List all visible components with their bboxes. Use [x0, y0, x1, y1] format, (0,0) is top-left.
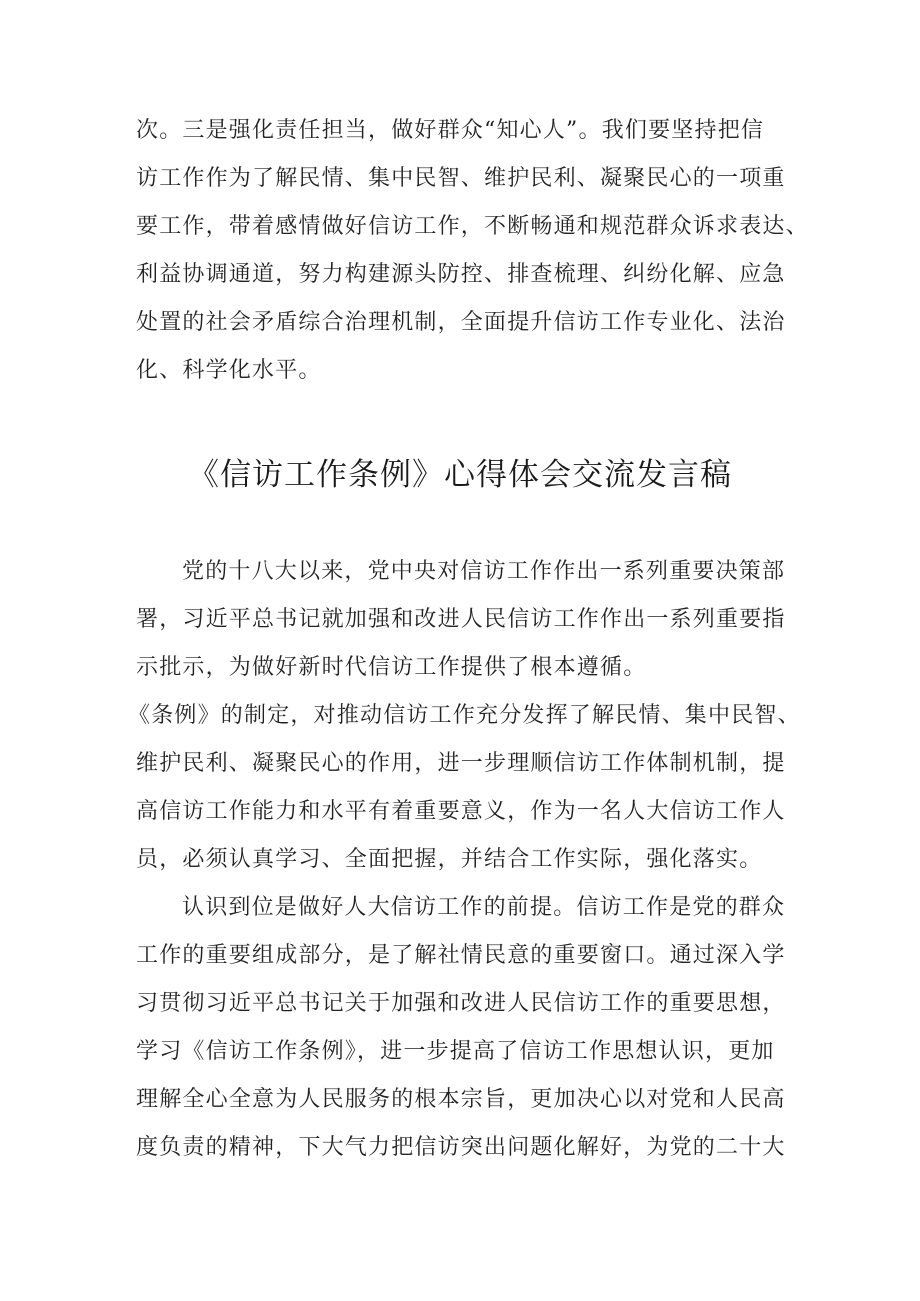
text-line: 访工作作为了解民情、集中民智、维护民利、凝聚民心的一项重 [136, 166, 786, 191]
document-title: 《信访工作条例》心得体会交流发言稿 [188, 457, 732, 493]
text-line: 化、科学化水平。 [136, 358, 322, 383]
text-line: 认识到位是做好人大信访工作的前提。信访工作是党的群众 [182, 895, 786, 920]
text-line: 党的十八大以来，党中央对信访工作作出一系列重要决策部 [182, 559, 786, 584]
text-line: 示批示，为做好新时代信访工作提供了根本遵循。 [136, 655, 647, 680]
text-line: 署，习近平总书记就加强和改进人民信访工作作出一系列重要指 [136, 607, 786, 632]
text-line: 处置的社会矛盾综合治理机制，全面提升信访工作专业化、法治 [136, 310, 786, 335]
text-line: 利益协调通道，努力构建源头防控、排查梳理、纠纷化解、应急 [136, 262, 786, 287]
text-line: 习贯彻习近平总书记关于加强和改进人民信访工作的重要思想， [136, 991, 786, 1016]
text-line: 维护民利、凝聚民心的作用，进一步理顺信访工作体制机制，提 [136, 751, 786, 776]
text-line: 员，必须认真学习、全面把握，并结合工作实际，强化落实。 [136, 847, 763, 872]
text-line: 要工作，带着感情做好信访工作，不断畅通和规范群众诉求表达、 [136, 214, 809, 239]
text-line: 高信访工作能力和水平有着重要意义，作为一名人大信访工作人 [136, 799, 786, 824]
text-line: 学习《信访工作条例》，进一步提高了信访工作思想认识，更加 [136, 1039, 775, 1064]
text-line: 度负责的精神，下大气力把信访突出问题化解好，为党的二十大 [136, 1135, 786, 1160]
text-line: 《条例》的制定，对推动信访工作充分发挥了解民情、集中民智、 [128, 703, 801, 728]
text-line: 次。三是强化责任担当，做好群众“知心人”。我们要坚持把信 [136, 118, 765, 143]
text-line: 工作的重要组成部分，是了解社情民意的重要窗口。通过深入学 [136, 943, 786, 968]
text-line: 理解全心全意为人民服务的根本宗旨，更加决心以对党和人民高 [136, 1087, 786, 1112]
